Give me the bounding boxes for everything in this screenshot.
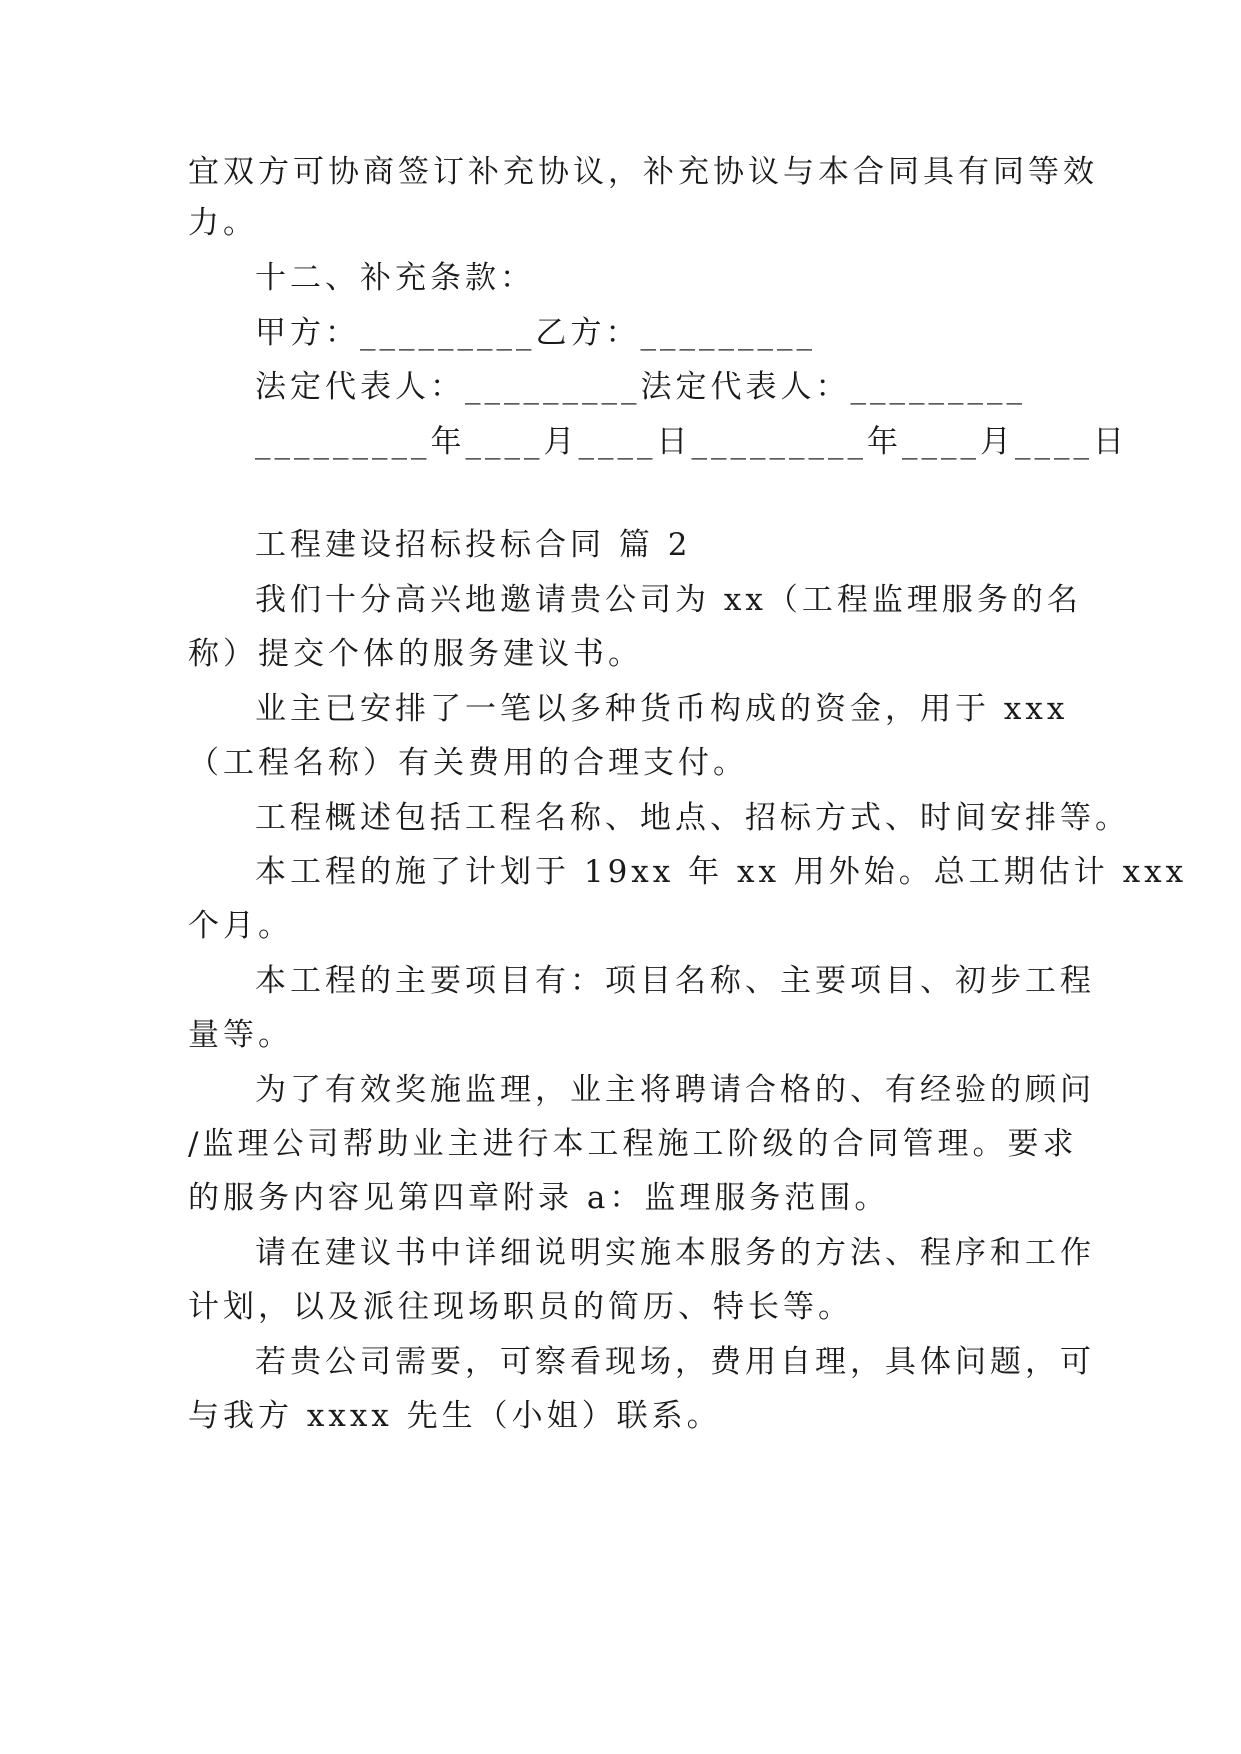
paragraph-line: 业主已安排了一笔以多种货币构成的资金，用于 xxx [255,691,1069,727]
paragraph-line: 本工程的主要项目有：项目名称、主要项目、初步工程 [255,963,1095,999]
paragraph-line: 若贵公司需要，可察看现场，费用自理，具体问题，可 [255,1344,1095,1380]
section-heading: 十二、补充条款： [255,260,535,296]
article-title: 工程建设招标投标合同 篇 2 [255,527,692,563]
paragraph-line: 个月。 [188,908,293,944]
paragraph-line: 量等。 [188,1017,293,1053]
paragraph-line: 请在建议书中详细说明实施本服务的方法、程序和工作 [255,1235,1095,1271]
paragraph-line: 力。 [188,205,258,241]
paragraph-line: 与我方 xxxx 先生（小姐）联系。 [188,1398,722,1434]
paragraph-line: 计划，以及派往现场职员的简历、特长等。 [188,1289,853,1325]
paragraph-line: 本工程的施了计划于 19xx 年 xx 用外始。总工期估计 xxx [255,854,1188,890]
paragraph-line: /监理公司帮助业主进行本工程施工阶级的合同管理。要求 [188,1126,1078,1162]
paragraph-line: 的服务内容见第四章附录 a：监理服务范围。 [188,1180,890,1216]
paragraph-line: 宜双方可协商签订补充协议，补充协议与本合同具有同等效 [188,154,1098,190]
signature-representative-line: 法定代表人：_________法定代表人：_________ [255,369,1026,405]
paragraph-line: 为了有效奖施监理，业主将聘请合格的、有经验的顾问 [255,1072,1095,1108]
paragraph-line: 我们十分高兴地邀请贵公司为 xx（工程监理服务的名 [255,582,1082,618]
signature-date-line: _________年____月____日_________年____月____日 [255,424,1128,460]
paragraph-line: （工程名称）有关费用的合理支付。 [188,745,748,781]
paragraph-line: 工程概述包括工程名称、地点、招标方式、时间安排等。 [255,800,1130,836]
paragraph-line: 称）提交个体的服务建议书。 [188,636,643,672]
signature-party-line: 甲方：_________乙方：_________ [255,315,816,351]
